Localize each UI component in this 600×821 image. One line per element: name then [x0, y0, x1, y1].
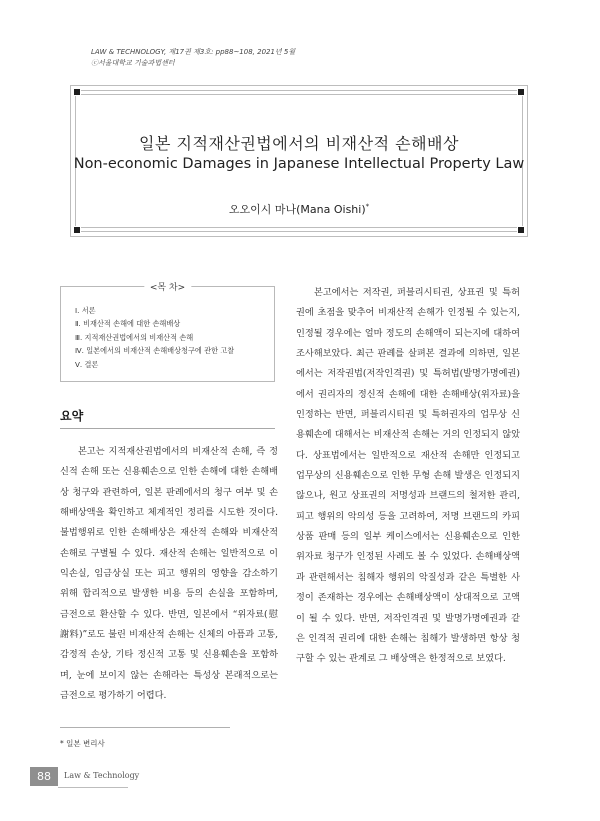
- author-footnote-mark: *: [365, 202, 370, 211]
- journal-header: [91, 47, 295, 69]
- corner-mark: [74, 89, 80, 95]
- abstract-heading: 요약: [60, 409, 84, 423]
- toc-list: [75, 304, 234, 371]
- abstract-paragraph-right: 본고에서는 저작권, 퍼블리시티권, 상표권 및 특허권에 초점을 맞추어 비재산적 손해가 인정될 수 있는지, 인정될 경우에는 얼마 정도의 손해액이 되는지에 대하여 조사해보았다. 최근 판례를 살펴본 결과에 의하면, 일본에서는 저작권법(저작인격권) 및 특허법(발명가명예권)에서 권리자의 정신적 손해에 대한 손해배상(위자료)을 인정하는 반면, 퍼블리시티권 및 특허권자의 업무상 신용훼손에 대해서는 비재산적 손해는 거의 인정되지 않았다. 상표법에서는 일반적으로 재산적 손해만 인정되고 업무상의 신용훼손으로 인한 무형 손해 발생은 인정되지 않으나, 원고 상표권의 저명성과 브랜드의 철저한 관리, 피고 행위의 악의성 등을 고려하여, 저명 브랜드의 카피상품 판매 등의 일부 케이스에서는 신용훼손으로 인한 위자료 청구가 인정된 사례도 볼 수 있었다. 손해배상액과 관련해서는 침해자 행위의 악질성과 같은 특별한 사정이 존재하는 경우에는 손해배상액이 상대적으로 고액이 될 수 있다. 반면, 저작인격권 및 발명가명예권과 같은 인격적 권리에 대한 손해는 침해가 발생하면 항상 청구할 수 있는 관계로 그 배상액은 한정적으로 보였다.: [296, 287, 520, 665]
- table-of-contents: [60, 283, 275, 382]
- footer-divider: [58, 787, 128, 788]
- toc-item: Ⅳ. 일본에서의 비재산적 손해배상청구에 관한 고찰: [75, 346, 235, 356]
- toc-item: Ⅴ. 결론: [75, 359, 99, 369]
- frame-line: [81, 90, 517, 95]
- title-box: [70, 85, 528, 237]
- journal-citation: LAW & TECHNOLOGY, 제17권 제3호: pp88~108, 2021년 5월: [91, 48, 296, 56]
- title-english: Non-economic Damages in Japanese Intellectual Property Law: [73, 156, 525, 172]
- corner-mark: [74, 227, 80, 233]
- journal-copyright: ⓒ서울대학교 기술과법센터: [91, 59, 175, 67]
- toc-title: <목 차>: [144, 280, 191, 293]
- title-korean: 일본 지적재산권법에서의 비재산적 손해배상: [139, 134, 459, 153]
- author-name: 오오이시 마나(Mana Oishi): [228, 203, 366, 216]
- corner-mark: [518, 89, 524, 95]
- footnote-divider: [60, 727, 230, 728]
- abstract-paragraph-left: 본고는 지적재산권법에서의 비재산적 손해, 즉 정신적 손해 또는 신용훼손으로 인한 손해에 대한 손해배상 청구와 관련하여, 일본 판례에서의 청구 여부 및 손해배상액을 확인하고 체계적인 정리를 시도한 것이다. 불법행위로 인한 손해배상은 재산적 손해와 비재산적 손해로 구별될 수 있다. 재산적 손해는 일반적으로 이익손실, 임금상실 또는 피고 행위의 영향을 감소하기 위해 합리적으로 발생한 비용 등의 손실을 포함하며, 금전으로 환산할 수 있다. 반면, 일본에서 “위자료(慰謝料)”로도 불린 비재산적 손해는 신체의 아픔과 고통, 감정적 손상, 기타 정신적 고통 및 신용훼손을 포함하며, 눈에 보이지 않는 손해라는 특성상 본래적으로는 금전으로 평가하기 어렵다.: [60, 446, 278, 702]
- page-footer-label: Law & Technology: [64, 771, 140, 780]
- toc-item: Ⅲ. 지적재산권법에서의 비재산적 손해: [75, 332, 194, 342]
- toc-item: Ⅱ. 비재산적 손해에 대한 손해배상: [75, 319, 181, 329]
- author-line: [71, 201, 527, 217]
- divider: [60, 428, 275, 429]
- corner-mark: [518, 227, 524, 233]
- frame-line: [81, 227, 517, 232]
- page-number: 88: [30, 767, 58, 786]
- toc-item: Ⅰ. 서론: [75, 306, 96, 315]
- footnote: * 일본 변리사: [60, 739, 105, 748]
